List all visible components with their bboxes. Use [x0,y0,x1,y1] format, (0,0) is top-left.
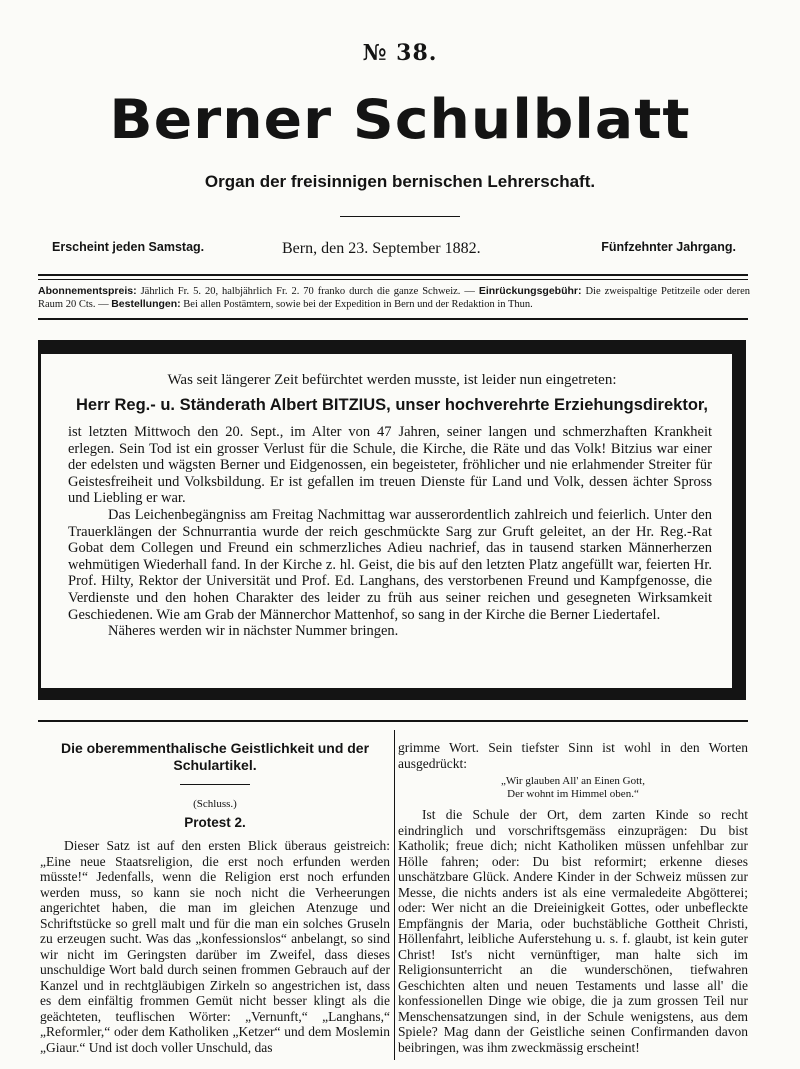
obituary-name: Herr Reg.- u. Ständerath Albert BITZIUS, unser hochverehrte Erziehungsdirektor, [75,396,708,414]
article-subtitle: Protest 2. [184,814,246,830]
obituary-intro: Was seit längerer Zeit befürchtet werden musste, ist leider nun eingetreten: [167,372,617,388]
orders-label: Bestellungen: [111,298,181,310]
orders-text: Bei allen Postämtern, sowie bei der Expedition in Bern und der Redaktion in Thun. [180,299,533,310]
volume-year: Fünfzehnter Jahrgang. [601,240,736,254]
article-title-rule [180,784,250,785]
article-left-column [40,740,390,1055]
article-title: Die oberemmenthalische Geistlichkeit und der Schulartikel. [60,740,370,773]
obituary-paragraph-1: ist letzten Mittwoch den 20. Sept., im Alter von 47 Jahren, seiner langen und schmerzhaften Krankheit erlegen. Sein Tod ist ein grosser Verlust für die Schule, die Kirche, die Räte und das Volk! Bitzius war einer der edelsten und wägsten Berner und Eidgenossen, ein begeisteter, fröhlicher und nie erlahmender Streiter für Geistesfreiheit und Volksbildung. Er ist gefallen im treuen Dienste für Land und Volk, dessen ächter Spross und Liebling er war. [68,424,712,507]
subscription-price-text: Jährlich Fr. 5. 20, halbjährlich Fr. 2. 70 franko durch die ganze Schweiz. — [136,286,479,297]
obituary-paragraph-2: Das Leichenbegängniss am Freitag Nachmittag war ausserordentlich zahlreich und feierlich. Unter den Trauerklängen der Schnurrantia wurde der reich geschmückte Sarg zur Gruft geleitet, an der Hr. Reg.-Rat Gobat dem Collegen und Freund ein schmerzliches Adieu nachrief, das in tausend starken Männerherzen wehmütigen Wiederhall fand. In der Kirche z. hl. Geist, die bis auf den letzten Platz angefüllt war, feierten Hr. Prof. Hilty, Rektor der Universität und Prof. Ed. Langhans, des verstorbenen Freund und Kampfgenosse, die Verdienste und den hohen Charakter des leider zu früh aus seiner reichen und gesegneten Wirksamkeit Geschiedenen. Wie am Grab der Männerchor Mattenhof, so sang in der Kirche die Berner Liedertafel. [68,506,712,623]
top-double-rule [38,274,748,276]
article-right-paragraph-2: Ist die Schule der Ort, dem zarten Kinde so recht eindringlich und vorschriftsgemäss einzuprägen: Du bist Katholik; freue dich; nicht Katholiken müssen unfehlbar zur Hölle fahren; oder: Du bist reformirt; erkenne dieses unschätzbare Glück. Andere Kinder in der Schweiz müssen zur Messe, die nichts anders ist als eine vermaledeite Abgötterei; oder: Wer nicht an die Dreieinigkeit Gottes, oder unbefleckte Empfängnis der Maria, oder buchstäbliche Gottheit Christi, Höllenfahrt, leibliche Auferstehung u. s. f. glaubt, ist kein guter Christ! Ist's nicht vernünftiger, man halte sich im Religionsunterricht an die wunderschönen, tiefwahren Geschichten alten und neuen Testaments und lasse all' die konfessionellen Dinge wie obige, die ja zum grossen Teil nur Menschensatzungen sind, in der Schule wenigstens, aus dem Spiele? Mag dann der Geistliche seinen Confirmanden davon beibringen, was ihm zweckmässig erscheint! [398,807,748,1055]
subscription-bottom-rule [38,318,748,320]
quote-line-1: „Wir glauben All' an Einen Gott, [501,775,645,787]
publication-frequency: Erscheint jeden Samstag. [52,240,205,254]
dateline: Bern, den 23. September 1882. [282,240,481,257]
top-thin-rule [38,279,748,280]
subscription-info [38,285,750,311]
article-quote [398,775,748,801]
article-right-paragraph-1: grimme Wort. Sein tiefster Sinn ist wohl in den Worten ausgedrückt: [398,740,748,771]
article-right-column [398,740,748,1055]
column-divider [394,730,395,1060]
article-note: (Schluss.) [193,798,237,810]
masthead-rule [340,216,460,217]
insertion-fee-label: Einrückungsgebühr: [478,285,582,297]
masthead-subtitle: Organ der freisinnigen bernischen Lehrerschaft. [204,172,596,191]
article-left-paragraph: Dieser Satz ist auf den ersten Blick überaus geistreich: „Eine neue Staatsreligion, die erst noch erfunden werden müsste!“ Jedenfalls, wenn die Religion erst noch erfunden werden muss, so kann sie noch nicht die Verheerungen angerichtet haben, die man im gleichen Atenzuge und Schriftstücke so grell malt und für die man ein solches Gruseln zu erzeugen sucht. Was das „konfessionslos“ anbelangt, so sind wir nicht im Geringsten darüber im Zweifel, dass dieses unschuldige Wort bald durch seinen frommen Gebrauch auf der Kanzel und in rechtgläubigen Zirkeln so angestrichen ist, dass es dem einfältig frommen Gemüt nicht besser klingt als die geächteten, teuflischen Wörter: „Vernunft,“ „Langhans,“ „Reformler,“ oder dem Katholiken „Ketzer“ und dem Moslemin „Giaur.“ Und ist doch voller Unschuld, das [40,838,390,1055]
masthead-title: Berner Schulblatt [109,88,691,151]
obituary-paragraph-3: Näheres werden wir in nächster Nummer bringen. [108,623,399,640]
obituary-body [68,424,712,640]
info-line [52,240,736,262]
quote-line-2: Der wohnt im Himmel oben.“ [507,788,639,800]
article-top-rule [38,720,748,722]
issue-number: № 38. [362,40,438,66]
subscription-label: Abonnementspreis: [38,285,137,297]
insertion-fee-text: Die zweispaltige Petitzeile oder deren Raum 20 Cts. — [38,286,750,310]
